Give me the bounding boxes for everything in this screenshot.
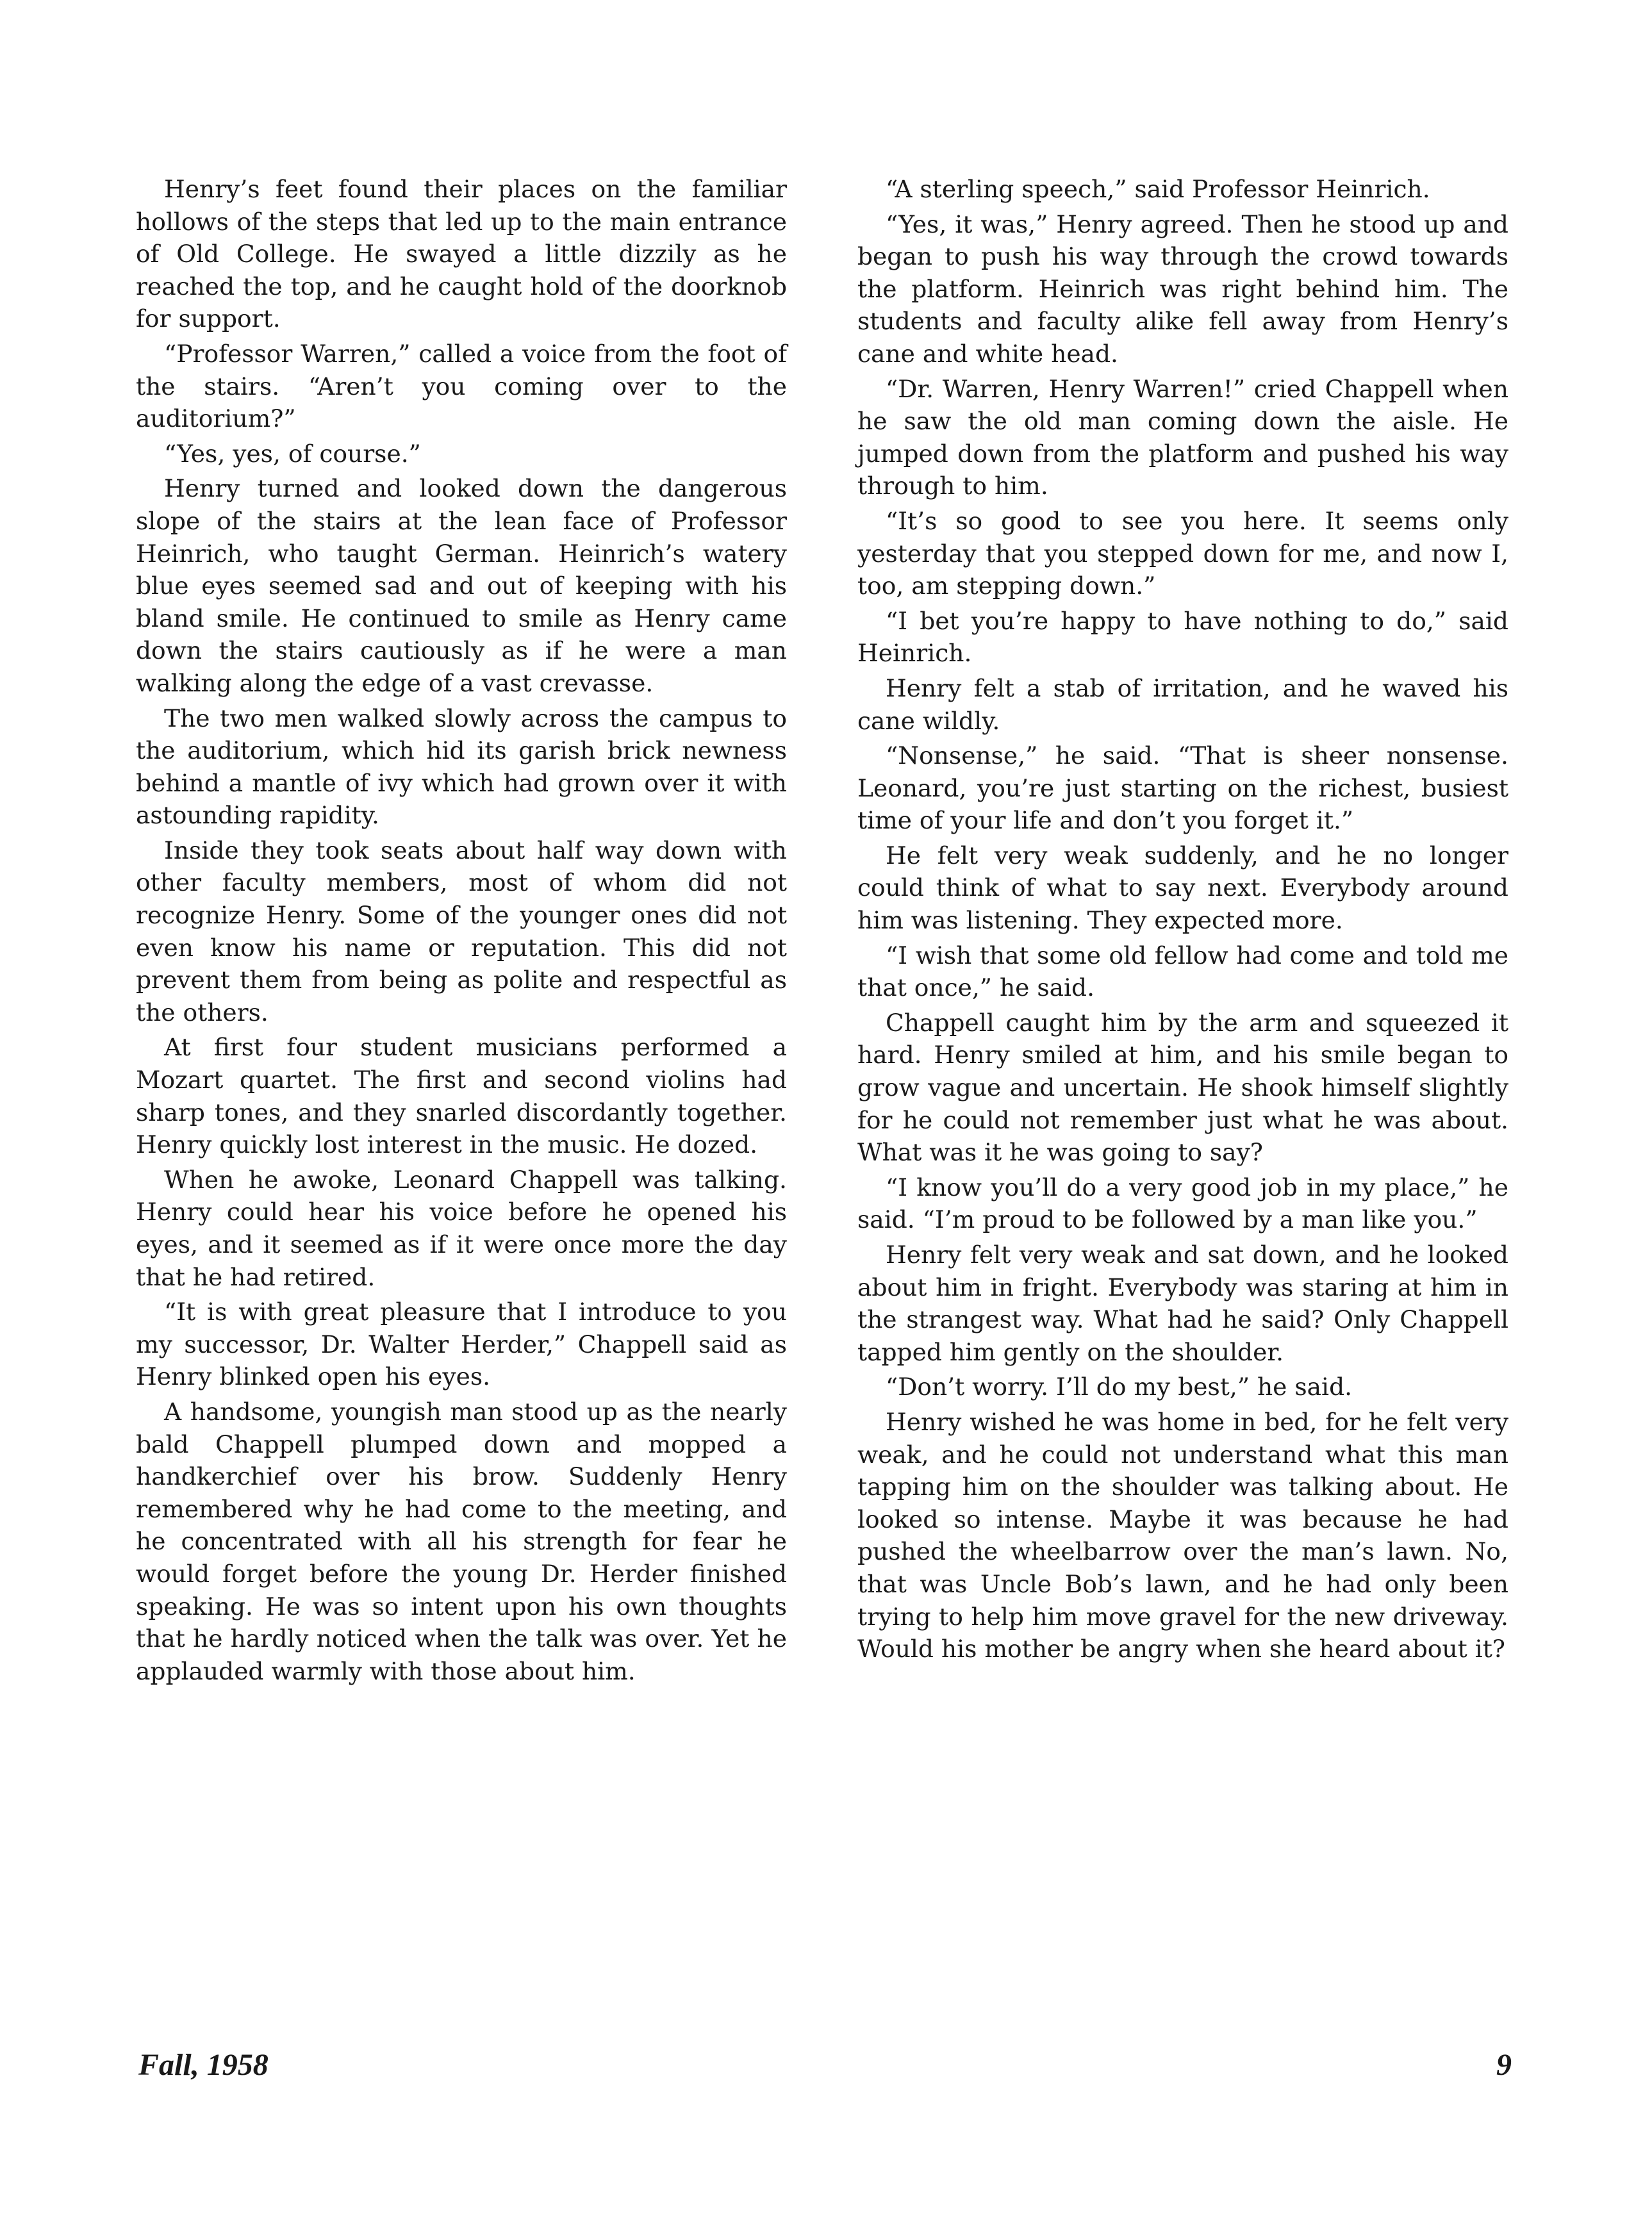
paragraph: “It’s so good to see you here. It seems only yesterday that you stepped down for me, and now I, too, am stepping down.” xyxy=(857,506,1508,600)
paragraph: “A sterling speech,” said Professor Heinrich. xyxy=(886,175,1430,203)
footer-issue-date: Fall, 1958 xyxy=(138,2048,268,2082)
footer-page-number: 9 xyxy=(1496,2048,1512,2082)
paragraph: When he awoke, Leonard Chappell was talking. Henry could hear his voice before he opened his eyes, and it seemed as if it were once more the day that he had retired. xyxy=(136,1165,787,1291)
paragraph: Chappell caught him by the arm and squeezed it hard. Henry smiled at him, and his smile began to grow vague and uncertain. He shook himself slightly for he could not remember just what he was about. What was it he was going to say? xyxy=(857,1008,1508,1167)
paragraph: Henry turned and looked down the dangerous slope of the stairs at the lean face of Professor Heinrich, who taught German. Heinrich’s watery blue eyes seemed sad and out of keeping with his bland smile. He continued to smile as Henry came down the stairs cautiously as if he were a man walking along the edge of a vast crevasse. xyxy=(136,474,787,697)
paragraph: Henry wished he was home in bed, for he felt very weak, and he could not understand what this man tapping him on the shoulder was talking about. He looked so intense. Maybe it was because he had pushed the wheelbarrow over the man’s lawn. No, that was Uncle Bob’s lawn, and he had only been trying to help him move gravel for the new driveway. Would his mother be angry when she heard about it? xyxy=(857,1407,1508,1663)
paragraph: Henry felt a stab of irritation, and he waved his cane wildly. xyxy=(857,673,1508,735)
paragraph: “It is with great pleasure that I introduce to you my successor, Dr. Walter Herder,” Chappell said as Henry blinked open his eyes. xyxy=(136,1298,787,1391)
paragraph: “Yes, it was,” Henry agreed. Then he stood up and began to push his way through the crowd towards the platform. Heinrich was right behind him. The students and faculty alike fell away from Henry’s cane and white head. xyxy=(857,210,1508,368)
paragraph: “I wish that some old fellow had come and told me that once,” he said. xyxy=(857,941,1508,1002)
paragraph: “Yes, yes, of course.” xyxy=(164,439,421,468)
paragraph: Henry felt very weak and sat down, and he looked about him in fright. Everybody was staring at him in the strangest way. What had he said? Only Chappell tapped him gently on the shoulder. xyxy=(857,1241,1508,1366)
paragraph: “Professor Warren,” called a voice from the foot of the stairs. “Aren’t you coming over to the auditorium?” xyxy=(136,339,787,433)
left-text-column xyxy=(136,173,787,1690)
paragraph: He felt very weak suddenly, and he no longer could think of what to say next. Everybody around him was listening. They expected more. xyxy=(857,841,1508,935)
paragraph: At first four student musicians performed a Mozart quartet. The first and second violins had sharp tones, and they snarled discordantly together. Henry quickly lost interest in the music. He dozed. xyxy=(136,1033,787,1159)
paragraph: “Don’t worry. I’ll do my best,” he said. xyxy=(886,1373,1353,1401)
paragraph: “Dr. Warren, Henry Warren!” cried Chappell when he saw the old man coming down the aisle. He jumped down from the platform and pushed his way through to him. xyxy=(857,374,1508,500)
paragraph: “I bet you’re happy to have nothing to do,” said Heinrich. xyxy=(857,606,1508,668)
paragraph: “I know you’ll do a very good job in my place,” he said. “I’m proud to be followed by a man like you.” xyxy=(857,1173,1508,1234)
paragraph: “Nonsense,” he said. “That is sheer nonsense. Leonard, you’re just starting on the richest, busiest time of your life and don’t you forget it.” xyxy=(857,741,1508,835)
paragraph: Inside they took seats about half way down with other faculty members, most of whom did not recognize Henry. Some of the younger ones did not even know his name or reputation. This did not prevent them from being as polite and respectful as the others. xyxy=(136,836,787,1027)
paragraph: Henry’s feet found their places on the familiar hollows of the steps that led up to the main entrance of Old College. He swayed a little dizzily as he reached the top, and he caught hold of the doorknob for support. xyxy=(136,175,787,333)
paragraph: A handsome, youngish man stood up as the nearly bald Chappell plumped down and mopped a handkerchief over his brow. Suddenly Henry remembered why he had come to the meeting, and he concentrated with all his strength for fear he would forget before the young Dr. Herder finished speaking. He was so intent upon his own thoughts that he hardly noticed when the talk was over. Yet he applauded warmly with those about him. xyxy=(136,1397,787,1685)
paragraph: The two men walked slowly across the campus to the auditorium, which hid its garish brick newness behind a mantle of ivy which had grown over it with astounding rapidity. xyxy=(136,704,787,830)
right-text-column xyxy=(857,173,1508,1668)
